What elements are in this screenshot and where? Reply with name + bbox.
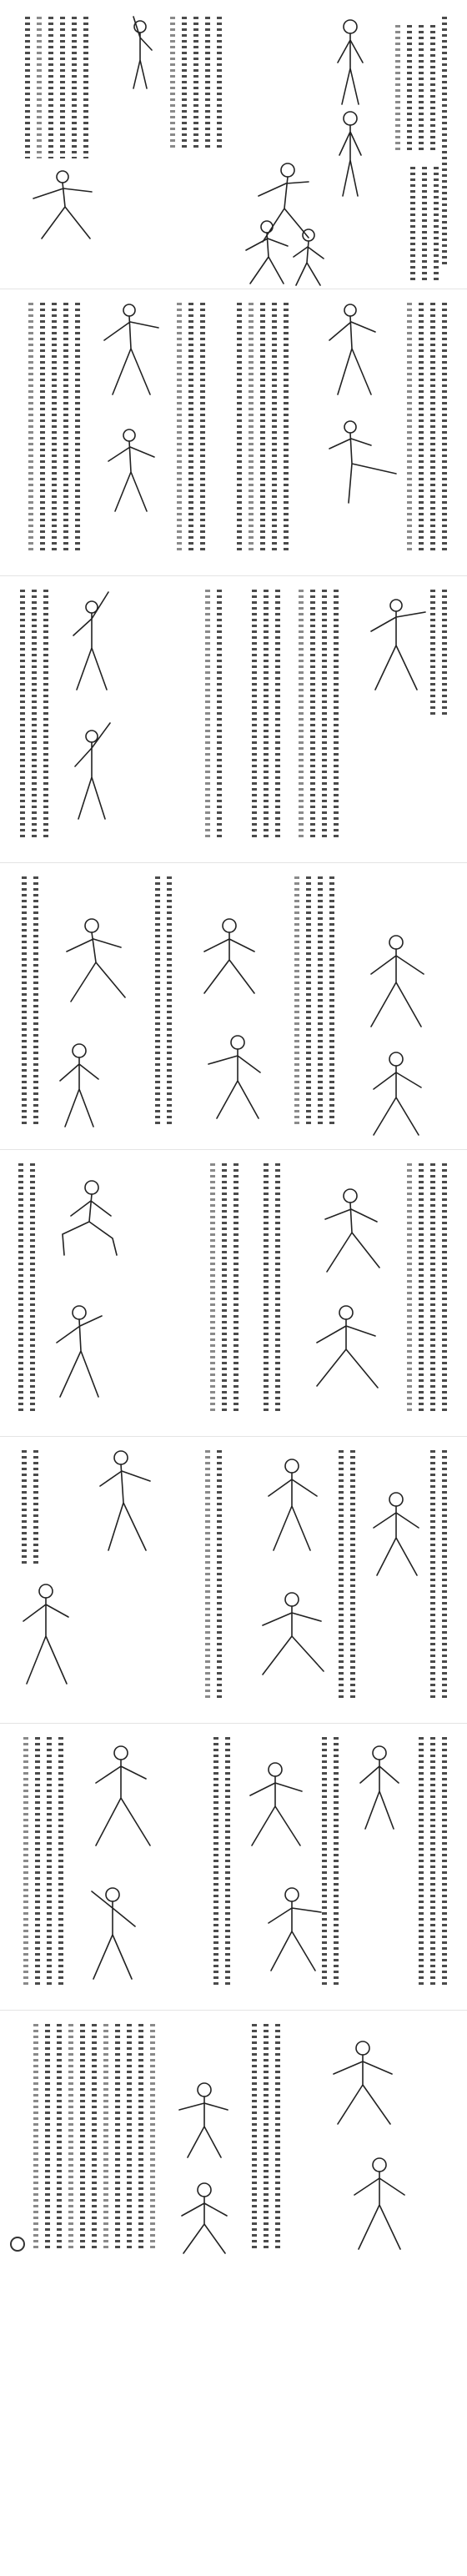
figure-stance (350, 1741, 409, 1833)
text-column (80, 2024, 85, 2249)
figure-kick (317, 415, 409, 507)
text-column (200, 303, 205, 553)
page-2 (0, 290, 467, 574)
text-column (430, 25, 435, 150)
page-1 (0, 0, 467, 288)
text-column (43, 590, 48, 840)
text-column (306, 876, 311, 1127)
page-6 (0, 1438, 467, 1721)
text-column (249, 303, 254, 553)
figure-stance (250, 1454, 334, 1554)
text-column (264, 590, 269, 840)
figure-stance (296, 1301, 396, 1393)
page-divider (0, 1436, 467, 1437)
figure-raised-arm (58, 715, 125, 823)
figure-stance (42, 1301, 117, 1401)
text-column (188, 303, 193, 553)
text-column (170, 17, 175, 150)
figure-stance (350, 1047, 442, 1139)
text-column (28, 303, 33, 553)
text-column (60, 17, 65, 158)
figure-stance (309, 299, 392, 399)
text-column (294, 876, 299, 1127)
text-column (275, 590, 280, 840)
text-column (150, 2024, 155, 2249)
text-column (442, 1450, 447, 1700)
figure-standing-posture (329, 17, 371, 108)
figure-stance (50, 914, 142, 1006)
figure-stance (75, 1883, 150, 1983)
text-column (22, 1450, 27, 1567)
text-column (205, 590, 210, 840)
text-column (115, 2024, 120, 2249)
text-column (217, 17, 222, 150)
page-divider (0, 1723, 467, 1724)
text-column (260, 303, 265, 553)
text-column (33, 876, 38, 1127)
figure-stance (17, 167, 108, 242)
figure-stance (234, 217, 334, 288)
text-column (138, 2024, 143, 2249)
figure-stance (8, 1579, 83, 1688)
text-column (103, 2024, 108, 2249)
text-column (18, 1163, 23, 1414)
page-divider (0, 575, 467, 576)
text-column (410, 167, 415, 284)
figure-stance (359, 1488, 434, 1579)
text-column (264, 1163, 269, 1414)
text-column (430, 1163, 435, 1414)
figure-raised-arm (117, 8, 163, 92)
figure-stance (350, 931, 442, 1031)
text-column (334, 590, 339, 840)
figure-stance (171, 2078, 238, 2162)
text-column (58, 1737, 63, 1987)
publisher-seal-icon (10, 2237, 25, 2252)
text-column (193, 17, 198, 150)
figure-stance (234, 1758, 317, 1850)
text-column (442, 1163, 447, 1414)
figure-stance (75, 1741, 167, 1850)
text-column (213, 1737, 218, 1987)
text-column (217, 590, 222, 840)
text-column (407, 25, 412, 150)
text-column (72, 17, 77, 158)
text-column (434, 167, 439, 284)
text-column (264, 2024, 269, 2249)
text-column (68, 2024, 73, 2249)
figure-stance (350, 594, 442, 694)
text-column (45, 2024, 50, 2249)
text-column (322, 590, 327, 840)
text-column (155, 876, 160, 1127)
text-column (275, 2024, 280, 2249)
text-column (33, 1450, 38, 1567)
figure-crouch (46, 1176, 129, 1259)
figure-stance (183, 914, 275, 997)
text-column (57, 2024, 62, 2249)
text-column (442, 590, 447, 715)
text-column (350, 1450, 355, 1700)
text-column (48, 17, 53, 158)
text-column (252, 2024, 257, 2249)
figure-stance (92, 299, 167, 399)
figure-stance (309, 1184, 392, 1276)
text-column (252, 590, 257, 840)
text-column (182, 17, 187, 150)
page-divider (0, 862, 467, 863)
text-column (334, 1737, 339, 1987)
text-column (20, 590, 25, 840)
text-column (92, 2024, 97, 2249)
text-column (225, 1737, 230, 1987)
text-column (205, 1450, 210, 1700)
text-column (442, 1737, 447, 1987)
text-column (419, 25, 424, 150)
text-column (52, 303, 57, 553)
text-column (419, 1163, 424, 1414)
text-column (430, 1737, 435, 1987)
text-column (32, 590, 37, 840)
figure-stance (317, 2036, 409, 2128)
text-column (395, 25, 400, 150)
text-column (442, 303, 447, 553)
text-column (33, 2024, 38, 2249)
text-column (30, 1163, 35, 1414)
figure-stance (50, 1039, 108, 1131)
figure-stance (334, 2153, 425, 2253)
figure-stance (167, 2178, 242, 2257)
text-column (430, 303, 435, 553)
figure-stance (83, 1446, 167, 1554)
page-divider (0, 1149, 467, 1150)
text-column (210, 1163, 215, 1414)
page-3 (0, 577, 467, 861)
text-column (167, 876, 172, 1127)
page-4 (0, 864, 467, 1147)
figure-stance (250, 1883, 334, 1975)
text-column (237, 303, 242, 553)
page-5 (0, 1151, 467, 1434)
text-column (275, 1163, 280, 1414)
text-column (407, 1163, 412, 1414)
text-column (234, 1163, 239, 1414)
text-column (25, 17, 30, 158)
text-column (22, 876, 27, 1127)
text-column (222, 1163, 227, 1414)
text-column (75, 303, 80, 553)
text-column (127, 2024, 132, 2249)
figure-stance (192, 1031, 284, 1122)
text-column (419, 1737, 424, 1987)
text-column (23, 1737, 28, 1987)
page-8 (0, 2011, 467, 2262)
text-column (442, 17, 447, 267)
text-column (177, 303, 182, 553)
text-column (37, 17, 42, 158)
text-column (299, 590, 304, 840)
text-column (310, 590, 315, 840)
text-column (40, 303, 45, 553)
text-column (272, 303, 277, 553)
text-column (217, 1450, 222, 1700)
text-column (47, 1737, 52, 1987)
text-column (419, 303, 424, 553)
figure-stance (92, 424, 167, 515)
text-column (284, 303, 289, 553)
page-7 (0, 1725, 467, 2008)
page-divider (0, 2010, 467, 2011)
text-column (63, 303, 68, 553)
figure-raised-arm (58, 585, 125, 694)
text-column (205, 17, 210, 150)
text-column (329, 876, 334, 1127)
text-column (83, 17, 88, 158)
text-column (318, 876, 323, 1127)
text-column (35, 1737, 40, 1987)
figure-stance (242, 1588, 342, 1680)
figure-standing-posture (329, 108, 371, 200)
text-column (422, 167, 427, 284)
